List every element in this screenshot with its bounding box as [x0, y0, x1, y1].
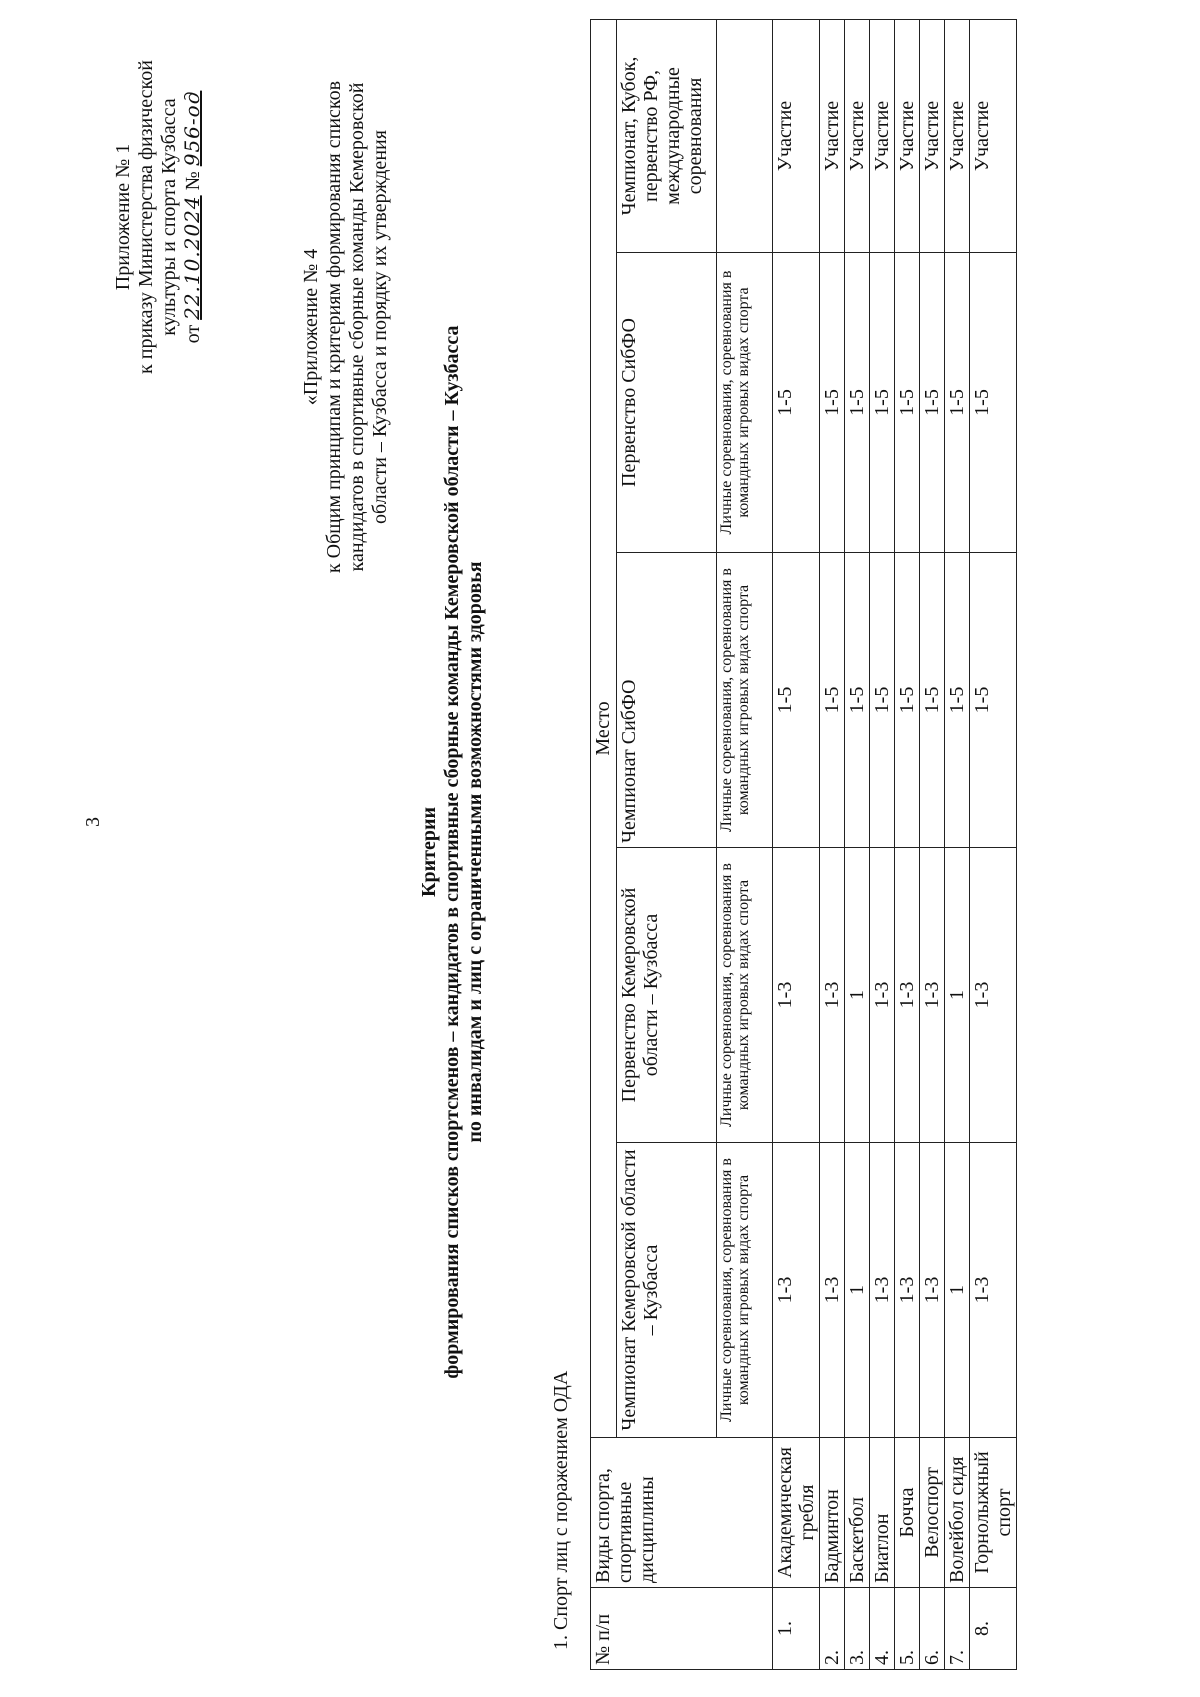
header-sub-note: Личные соревнования, соревнования в командных игровых видах спорта [717, 553, 773, 848]
row-value: Участие [920, 19, 945, 252]
row-number: 7. [945, 1588, 970, 1670]
row-value: 1-5 [820, 553, 845, 848]
row-value: 1-5 [870, 553, 895, 848]
row-sport: Академическая гребля [773, 1438, 820, 1588]
row-value: 1-3 [895, 848, 920, 1143]
row-number: 3. [845, 1588, 870, 1670]
row-value: 1-5 [945, 553, 970, 848]
table-row [870, 19, 895, 1669]
row-sport: Горнолыжный спорт [970, 1438, 1017, 1588]
header-place: Место [591, 19, 617, 1437]
header-num: № п/п [591, 1588, 773, 1670]
row-value: 1-5 [820, 253, 845, 553]
row-value: 1-5 [920, 553, 945, 848]
header-sub-note: Личные соревнования, соревнования в командных игровых видах спорта [717, 1143, 773, 1438]
row-value: 1-3 [895, 1143, 920, 1438]
row-value: 1-3 [920, 848, 945, 1143]
row-value: 1 [845, 1143, 870, 1438]
title-line2: формирования списков спортсменов – кандидатов в спортивные сборные команды Кемеровской области – Кузбасса [441, 325, 463, 1379]
header-sub-empty [717, 19, 773, 252]
table-row [970, 19, 1017, 1669]
row-value: 1-3 [870, 1143, 895, 1438]
row-value: 1-5 [945, 253, 970, 553]
row-value: 1-5 [920, 253, 945, 553]
row-sport: Велоспорт [920, 1438, 945, 1588]
title-line1: Критерии [418, 806, 440, 898]
row-number: 1. [773, 1588, 820, 1670]
table-row [820, 19, 845, 1669]
row-sport: Волейбол сидя [945, 1438, 970, 1588]
appendix-4-line3: области – Кузбасса и порядку их утверждения [369, 130, 391, 524]
appendix-4-line1: к Общим принципам и критериям формирования списков [323, 80, 345, 574]
row-number: 8. [970, 1588, 1017, 1670]
row-value: 1-3 [920, 1143, 945, 1438]
row-value: Участие [773, 19, 820, 252]
header-competition: Первенство СибФО [617, 253, 717, 553]
section-heading: 1. Спорт лиц с поражением ОДА [550, 1370, 572, 1650]
row-value: Участие [845, 19, 870, 252]
handwritten-date: 22.10.2024 [180, 195, 204, 320]
row-value: 1-5 [970, 553, 1017, 848]
row-value: Участие [895, 19, 920, 252]
row-value: Участие [970, 19, 1017, 252]
row-number: 2. [820, 1588, 845, 1670]
table-row [845, 19, 870, 1669]
appendix-4-title: «Приложение № 4 [300, 248, 322, 406]
table-row [773, 19, 820, 1669]
date-prefix: от [182, 324, 204, 344]
header-competition: Чемпионат, Кубок, первенство РФ, международные соревнования [617, 19, 717, 252]
row-sport: Бадминтон [820, 1438, 845, 1588]
row-number: 4. [870, 1588, 895, 1670]
document-title [418, 202, 487, 1502]
row-value: 1-3 [820, 1143, 845, 1438]
row-number: 5. [895, 1588, 920, 1670]
row-value: 1-3 [970, 1143, 1017, 1438]
row-value: 1-5 [845, 553, 870, 848]
row-value: 1-5 [895, 553, 920, 848]
row-number: 6. [920, 1588, 945, 1670]
table-row [895, 19, 920, 1669]
row-value: 1-3 [870, 848, 895, 1143]
row-value: 1 [945, 1143, 970, 1438]
table-row [920, 19, 945, 1669]
row-sport: Биатлон [870, 1438, 895, 1588]
row-value: 1-5 [773, 553, 820, 848]
criteria-table [590, 19, 1017, 1670]
appendix-1-title: Приложение № 1 [112, 143, 134, 291]
appendix-4-block [300, 7, 392, 647]
header-competition: Первенство Кемеровской области – Кузбасса [617, 848, 717, 1143]
row-value: 1 [945, 848, 970, 1143]
appendix-1-line1: к приказу Министерства физической [135, 60, 157, 374]
row-value: 1-5 [895, 253, 920, 553]
row-value: 1-5 [870, 253, 895, 553]
page-number: 3 [82, 817, 104, 827]
row-value: 1-3 [970, 848, 1017, 1143]
row-value: Участие [945, 19, 970, 252]
appendix-1-line2: культуры и спорта Кузбасса [158, 98, 180, 336]
row-sport: Баскетбол [845, 1438, 870, 1588]
header-competition: Чемпионат СибФО [617, 553, 717, 848]
row-value: 1-5 [970, 253, 1017, 553]
handwritten-number: 956-од [180, 90, 204, 167]
header-sport: Виды спорта, спортивные дисциплины [591, 1438, 773, 1588]
appendix-4-line2: кандидатов в спортивные сборные команды Кемеровской [346, 82, 368, 572]
header-sub-note: Личные соревнования, соревнования в командных игровых видах спорта [717, 253, 773, 553]
row-value: 1-3 [773, 1143, 820, 1438]
number-label: № [182, 171, 204, 191]
appendix-1-date-line [181, 17, 205, 417]
title-line3: по инвалидам и лиц с ограниченными возможностями здоровья [464, 561, 486, 1143]
row-value: 1-5 [773, 253, 820, 553]
row-value: 1-3 [820, 848, 845, 1143]
header-sub-note: Личные соревнования, соревнования в командных игровых видах спорта [717, 848, 773, 1143]
row-value: 1-3 [773, 848, 820, 1143]
row-value: 1-5 [845, 253, 870, 553]
row-value: Участие [820, 19, 845, 252]
row-sport: Бочча [895, 1438, 920, 1588]
row-value: Участие [870, 19, 895, 252]
header-competition: Чемпионат Кемеровской области – Кузбасса [617, 1143, 717, 1438]
row-value: 1 [845, 848, 870, 1143]
appendix-1-block [112, 17, 205, 417]
table-row [945, 19, 970, 1669]
